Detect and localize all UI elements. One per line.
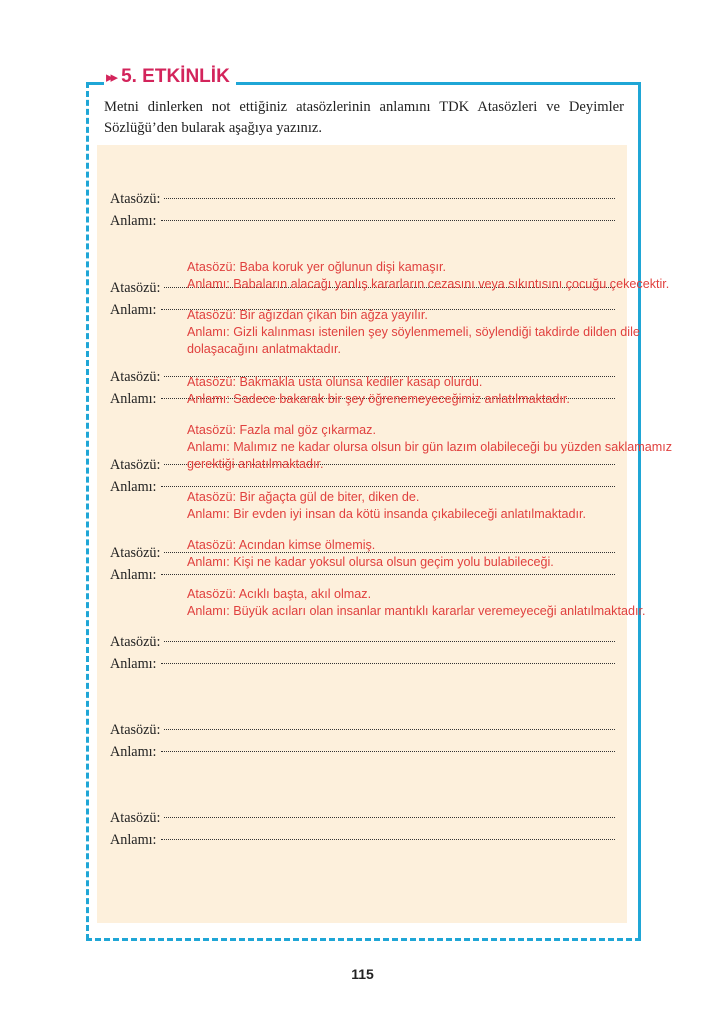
- meaning-label: Anlamı:: [110, 744, 157, 760]
- answer-5-proverb: Atasözü: Bir ağaçta gül de biter, diken de.: [187, 490, 420, 504]
- proverb-label: Atasözü:: [110, 722, 161, 738]
- meaning-line: [110, 832, 615, 854]
- proverb-line: [110, 722, 615, 744]
- proverb-label: Atasözü:: [110, 191, 161, 207]
- continuation-line: [110, 855, 615, 877]
- meaning-label: Anlamı:: [110, 832, 157, 848]
- proverb-label: Atasözü:: [110, 545, 161, 561]
- proverb-label: Atasözü:: [110, 280, 161, 296]
- dotted-line: [164, 197, 615, 199]
- dotted-line: [164, 728, 615, 730]
- dotted-line: [161, 573, 616, 575]
- answer-1-proverb: Atasözü: Baba koruk yer oğlunun dişi kamaşır.: [187, 260, 447, 274]
- activity-frame-bottom-dashed: [86, 938, 641, 941]
- double-arrow-icon: ▸▸: [106, 68, 116, 86]
- answer-4-proverb: Atasözü: Fazla mal göz çıkarmaz.: [187, 423, 376, 437]
- continuation-line: [110, 679, 615, 701]
- proverb-line: [110, 810, 615, 832]
- continuation-line: [110, 767, 615, 789]
- meaning-label: Anlamı:: [110, 391, 157, 407]
- continuation-line: [110, 236, 615, 258]
- dotted-line: [161, 485, 616, 487]
- activity-heading: [104, 66, 236, 88]
- answer-3-proverb: Atasözü: Bakmakla usta olunsa kediler kasap olurdu.: [187, 375, 483, 389]
- answer-7-proverb: Atasözü: Acıklı başta, akıl olmaz.: [187, 587, 372, 601]
- dotted-line: [161, 838, 616, 840]
- meaning-line: [110, 656, 615, 678]
- answer-6-proverb: Atasözü: Acından kimse ölmemiş.: [187, 538, 376, 552]
- answer-6-meaning: Anlamı: Kişi ne kadar yoksul olursa olsun geçim yolu bulabileceği.: [187, 555, 554, 569]
- proverb-line: [110, 634, 615, 656]
- answer-1-meaning: Anlamı: Babaların alacağı yanlış kararların cezasını veya sıkıntısını çocuğu çekecektir.: [187, 277, 670, 291]
- meaning-label: Anlamı:: [110, 302, 157, 318]
- page-number: 115: [351, 966, 374, 982]
- answer-5-meaning: Anlamı: Bir evden iyi insan da kötü insanda çıkabileceği anlatılmaktadır.: [187, 507, 587, 521]
- meaning-label: Anlamı:: [110, 479, 157, 495]
- dotted-line: [164, 816, 615, 818]
- answer-2-meaning: Anlamı: Gizli kalınması istenilen şey söylenmemeli, söylendiği takdirde dilden dile dolaşacağını anlatmaktadır.: [187, 325, 640, 356]
- meaning-line: [110, 213, 615, 235]
- dotted-line: [161, 750, 616, 752]
- activity-title: 5. ETKİNLİK: [121, 66, 230, 87]
- proverb-label: Atasözü:: [110, 457, 161, 473]
- dotted-line: [161, 662, 616, 664]
- answer-7-meaning: Anlamı: Büyük acıları olan insanlar mantıklı kararlar veremeyeceği anlatılmaktadır.: [187, 604, 646, 618]
- dotted-line: [164, 640, 615, 642]
- answer-2-proverb: Atasözü: Bir ağızdan çıkan bin ağza yayılır.: [187, 308, 428, 322]
- proverb-line: [110, 191, 615, 213]
- meaning-label: Anlamı:: [110, 213, 157, 229]
- activity-frame-left-dashed: [86, 82, 89, 940]
- meaning-line: [110, 744, 615, 766]
- proverb-label: Atasözü:: [110, 810, 161, 826]
- meaning-label: Anlamı:: [110, 656, 157, 672]
- proverb-label: Atasözü:: [110, 634, 161, 650]
- answer-4-meaning: Anlamı: Malımız ne kadar olursa olsun bir gün lazım olabileceği bu yüzden saklamamız gerektiği anlatılmaktadır.: [187, 440, 673, 471]
- dotted-line: [161, 219, 616, 221]
- answer-3-meaning: Anlamı: Sadece bakarak bir şey öğrenemeyeceğimiz anlatılmaktadır.: [187, 392, 570, 406]
- meaning-label: Anlamı:: [110, 567, 157, 583]
- instruction-text: Metni dinlerken not ettiğiniz atasözlerinin anlamını TDK Atasözleri ve Deyimler Sözlüğü’den bularak aşağıya yazınız.: [104, 99, 624, 136]
- proverb-label: Atasözü:: [110, 369, 161, 385]
